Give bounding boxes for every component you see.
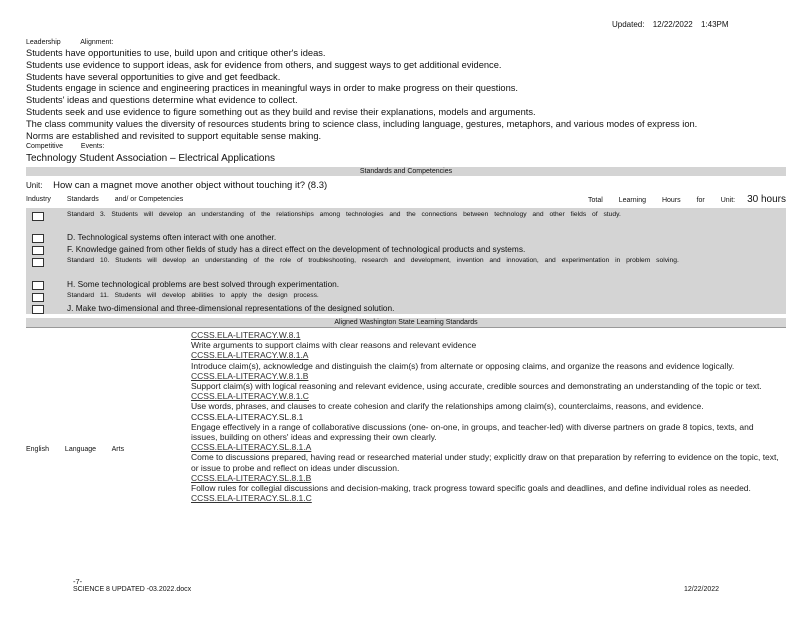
hours-value: 30 hours <box>747 194 786 205</box>
bullet-box-icon <box>32 258 44 267</box>
standard-text: Standard 11. Students will develop abilities to apply the design process. <box>67 292 319 299</box>
standard-link[interactable]: CCSS.ELA-LITERACY.W.8.1.B <box>191 370 309 381</box>
leadership-line: Students have several opportunities to give and get feedback. <box>26 71 281 82</box>
leadership-line: Students use evidence to support ideas, ask for evidence from others, and suggest ways to get additional evidence. <box>26 59 502 70</box>
standard-code: CCSS.ELA-LITERACY.SL.8.1 <box>191 411 304 422</box>
standard-description: Come to discussions prepared, having read or researched material under study; explicitly draw on that preparation by referring to evidence on the topic, text, or issue to probe and reflect on ideas under discussion. <box>191 452 779 473</box>
standard-text: D. Technological systems often interact with one another. <box>67 232 277 242</box>
learning-label: Learning <box>618 197 646 204</box>
updated-time: 1:43PM <box>700 20 729 29</box>
standard-link[interactable]: CCSS.ELA-LITERACY.SL.8.1.B <box>191 472 312 483</box>
total-label: Total <box>588 197 603 204</box>
competitive-event: Technology Student Association – Electrical Applications <box>26 153 276 164</box>
standard-link[interactable]: CCSS.ELA-LITERACY.SL.8.1.C <box>191 493 312 504</box>
standard-text: Standard 3. Students will develop an understanding of the relationships among technologies and the connections between technology and other fields of study. <box>67 211 621 218</box>
bullet-box-icon <box>32 246 44 255</box>
bullet-box-icon <box>32 305 44 314</box>
standard-text: Standard 10. Students will develop an understanding of the role of troubleshooting, research and development, invention and innovation, and experimentation in problem solving. <box>67 257 679 264</box>
leadership-line: Norms are established and revisited to support equitable sense making. <box>26 130 322 141</box>
bullet-box-icon <box>32 234 44 243</box>
for-label: for <box>696 197 705 204</box>
competitive-label: Competitive <box>26 143 63 150</box>
unit-title: How can a magnet move another object without touching it? (8.3) <box>53 180 328 191</box>
bullet-box-icon <box>32 212 44 221</box>
standard-text: H. Some technological problems are best solved through experimentation. <box>67 279 340 289</box>
standard-description: Support claim(s) with logical reasoning and relevant evidence, using accurate, credible sources and demonstrating an understanding of the topic or text. <box>191 381 762 392</box>
unit-label: Unit: <box>26 181 43 190</box>
standards-label: Standards <box>66 196 99 203</box>
andor-label: and/ or Competencies <box>114 196 184 203</box>
hours-label: Hours <box>661 197 681 204</box>
leadership-line: Students engage in science and engineering practices in meaningful ways in order to make progress on their questions. <box>26 83 518 94</box>
competitive-heading <box>26 143 120 150</box>
leadership-line: Students' ideas and questions determine what evidence to collect. <box>26 95 298 106</box>
ela-word: Arts <box>111 446 125 453</box>
ela-word: Language <box>64 446 97 453</box>
updated-date: 12/22/2022 <box>652 20 693 29</box>
leadership-line: The class community values the diversity of resources students bring to science class, including language, gestures, metaphors, and various modes of express ion. <box>26 118 698 129</box>
page-number: -7- <box>73 577 83 586</box>
standard-description: Use words, phrases, and clauses to create cohesion and clarify the relationships among claim(s), counterclaims, reasons, and evidence. <box>191 401 704 412</box>
standards-bar: Standards and Competencies <box>26 167 786 176</box>
bullet-box-icon <box>32 293 44 302</box>
footer-filename: SCIENCE 8 UPDATED -03.2022.docx <box>73 586 192 593</box>
leadership-heading <box>26 39 131 46</box>
aligned-standards-bar: Aligned Washington State Learning Standards <box>26 318 786 327</box>
standard-text: F. Knowledge gained from other fields of study has a direct effect on the development of technological products and systems. <box>67 244 526 254</box>
updated-stamp <box>612 20 735 29</box>
ela-section <box>26 327 786 571</box>
standard-link[interactable]: CCSS.ELA-LITERACY.W.8.1.C <box>191 391 309 402</box>
standard-text: J. Make two-dimensional and three-dimensional representations of the designed solution. <box>67 303 395 313</box>
leadership-line: Students seek and use evidence to figure something out as they build and revise their explanations, models and arguments. <box>26 106 536 117</box>
ela-standards-list <box>191 330 779 503</box>
industry-label: Industry <box>26 196 51 203</box>
standard-link[interactable]: CCSS.ELA-LITERACY.W.8.1 <box>191 330 301 340</box>
ela-word: English <box>26 446 49 453</box>
standard-link[interactable]: CCSS.ELA-LITERACY.W.8.1.A <box>191 350 309 361</box>
leadership-label: Leadership <box>26 39 61 46</box>
footer-date: 12/22/2022 <box>684 586 720 593</box>
events-label: Events: <box>80 143 105 150</box>
standard-link[interactable]: CCSS.ELA-LITERACY.SL.8.1.A <box>191 442 312 453</box>
alignment-label: Alignment: <box>80 39 114 46</box>
leadership-lines <box>26 48 786 142</box>
standard-description: Write arguments to support claims with clear reasons and relevant evidence <box>191 340 477 351</box>
ela-label <box>26 446 138 453</box>
standards-box <box>26 208 786 314</box>
standard-description: Engage effectively in a range of collaborative discussions (one- on-one, in groups, and teacher-led) with diverse partners on grade 8 topics, texts, and issues, building on others' ideas and expressing their own clearly. <box>191 421 754 443</box>
standard-description: Introduce claim(s), acknowledge and distinguish the claim(s) from alternate or opposing claims, and organize the reasons and evidence logically. <box>191 360 735 371</box>
leadership-line: Students have opportunities to use, build upon and critique other's ideas. <box>26 48 326 58</box>
unit-row <box>26 180 327 191</box>
updated-label: Updated: <box>612 20 645 29</box>
unit-label-2: Unit: <box>720 197 736 204</box>
standard-description: Follow rules for collegial discussions and decision-making, track progress toward specific goals and deadlines, and define individual roles as needed. <box>191 483 751 494</box>
bullet-box-icon <box>32 281 44 290</box>
